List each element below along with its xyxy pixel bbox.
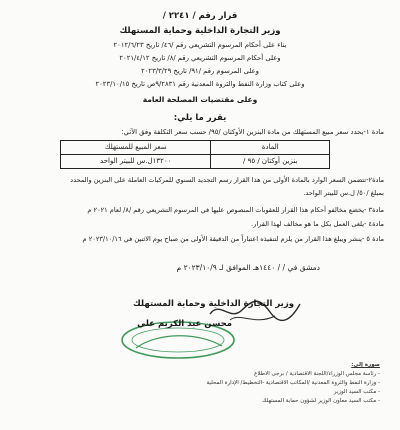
table-cell: ١٣٢٠٠ل.س للبيتر الواحد <box>61 155 211 169</box>
table-cell: بنزين أوكتان / ٩٥ / <box>211 155 330 169</box>
cc-item: - مكتب السيد الوزير <box>333 389 380 395</box>
table-row <box>61 155 330 169</box>
cc-list <box>140 362 380 407</box>
preamble-line: وعلى كتاب وزارة النفط والثروة المعدنية رقم ٩/٢٨٣١ص تاريخ ٢٠٢٣/١٠/١٥ <box>95 80 305 88</box>
article-5: مادة ٥ -ينشر ويبلغ هذا القرار من يلزم لتنفيذه اعتباراً من الدقيقة الأولى من صباح يوم الاثنين في ٢٠٢٣/١٠/١٦ م <box>82 235 384 243</box>
article-2-continued: بمبلغ /٥٠/ ل.س للبيتر الواحد. <box>303 189 384 197</box>
signature-name: محسن عبد الكريم علي <box>137 319 232 329</box>
public-interest-line: وعلى مقتضيات المصلحة العامة <box>142 95 258 104</box>
table-header-cell: المادة <box>211 141 330 155</box>
signature-title: وزير التجارة الداخلية وحماية المستهلك <box>132 299 294 309</box>
article-2: مادة٢-تتضمن السعر الوارد بالمادة الأولى من هذا القرار رسم التجديد السنوي للمركبات العاملة على البنزين والمحدد <box>70 176 384 184</box>
preamble-line: وعلى أحكام المرسوم التشريعي رقم /٨/ تاريخ ٢٠٢١/٤/١٢ <box>119 54 281 62</box>
cc-item: - وزارة النفط والثروة المعدنية /المكاتب الاقتصادية -التخطيط/ الإدارة المحلية <box>206 380 380 386</box>
article-4: مادة٤ -يلغى العمل بكل ما هو مخالف لهذا القرار. <box>251 220 384 228</box>
resolution-heading: يقرر ما يلي: <box>173 113 227 123</box>
price-table <box>60 140 330 169</box>
decision-number: قرار رقم / ٢٢٤١ / <box>162 11 238 21</box>
cc-heading: صورة إلى: <box>351 362 380 368</box>
minister-title: وزير التجارة الداخلية وحماية المستهلك <box>119 26 281 36</box>
table-header-cell: سعر المبيع للمستهلك <box>61 141 211 155</box>
article-1: مادة ١-يحدد سعر مبيع المستهلك من مادة البنزين الأوكتان /٩٥/ حسب سعر التكلفة وفق الآتي: <box>121 128 384 136</box>
article-3: مادة٣ -يخضع مخالفو أحكام هذا القرار للعقوبات المنصوص عليها في المرسوم التشريعي رقم /٨/ لعام ٢٠٢١ م <box>87 206 384 214</box>
preamble-line: وعلى المرسوم رقم /٩١/ تاريخ ٢٠٢٣/٣/٢٩ <box>141 67 259 75</box>
preamble-line: بناء على أحكام المرسوم التشريعي رقم /٤٦/ تاريخ ٢٠١٢/٦/٢٣ <box>113 41 287 49</box>
cc-item: - رئاسة مجلس الوزراء/اللجنة الاقتصادية / برجى الاطلاع <box>254 371 380 377</box>
cc-item: - مكتب السيد معاون الوزير لشؤون حماية المستهلك <box>262 398 380 404</box>
date-line: دمشق في / / ١٤٤٠هـ الموافق لـ ٢٠٢٣/١٠/٩ م <box>176 263 320 272</box>
table-header-row <box>61 141 330 155</box>
